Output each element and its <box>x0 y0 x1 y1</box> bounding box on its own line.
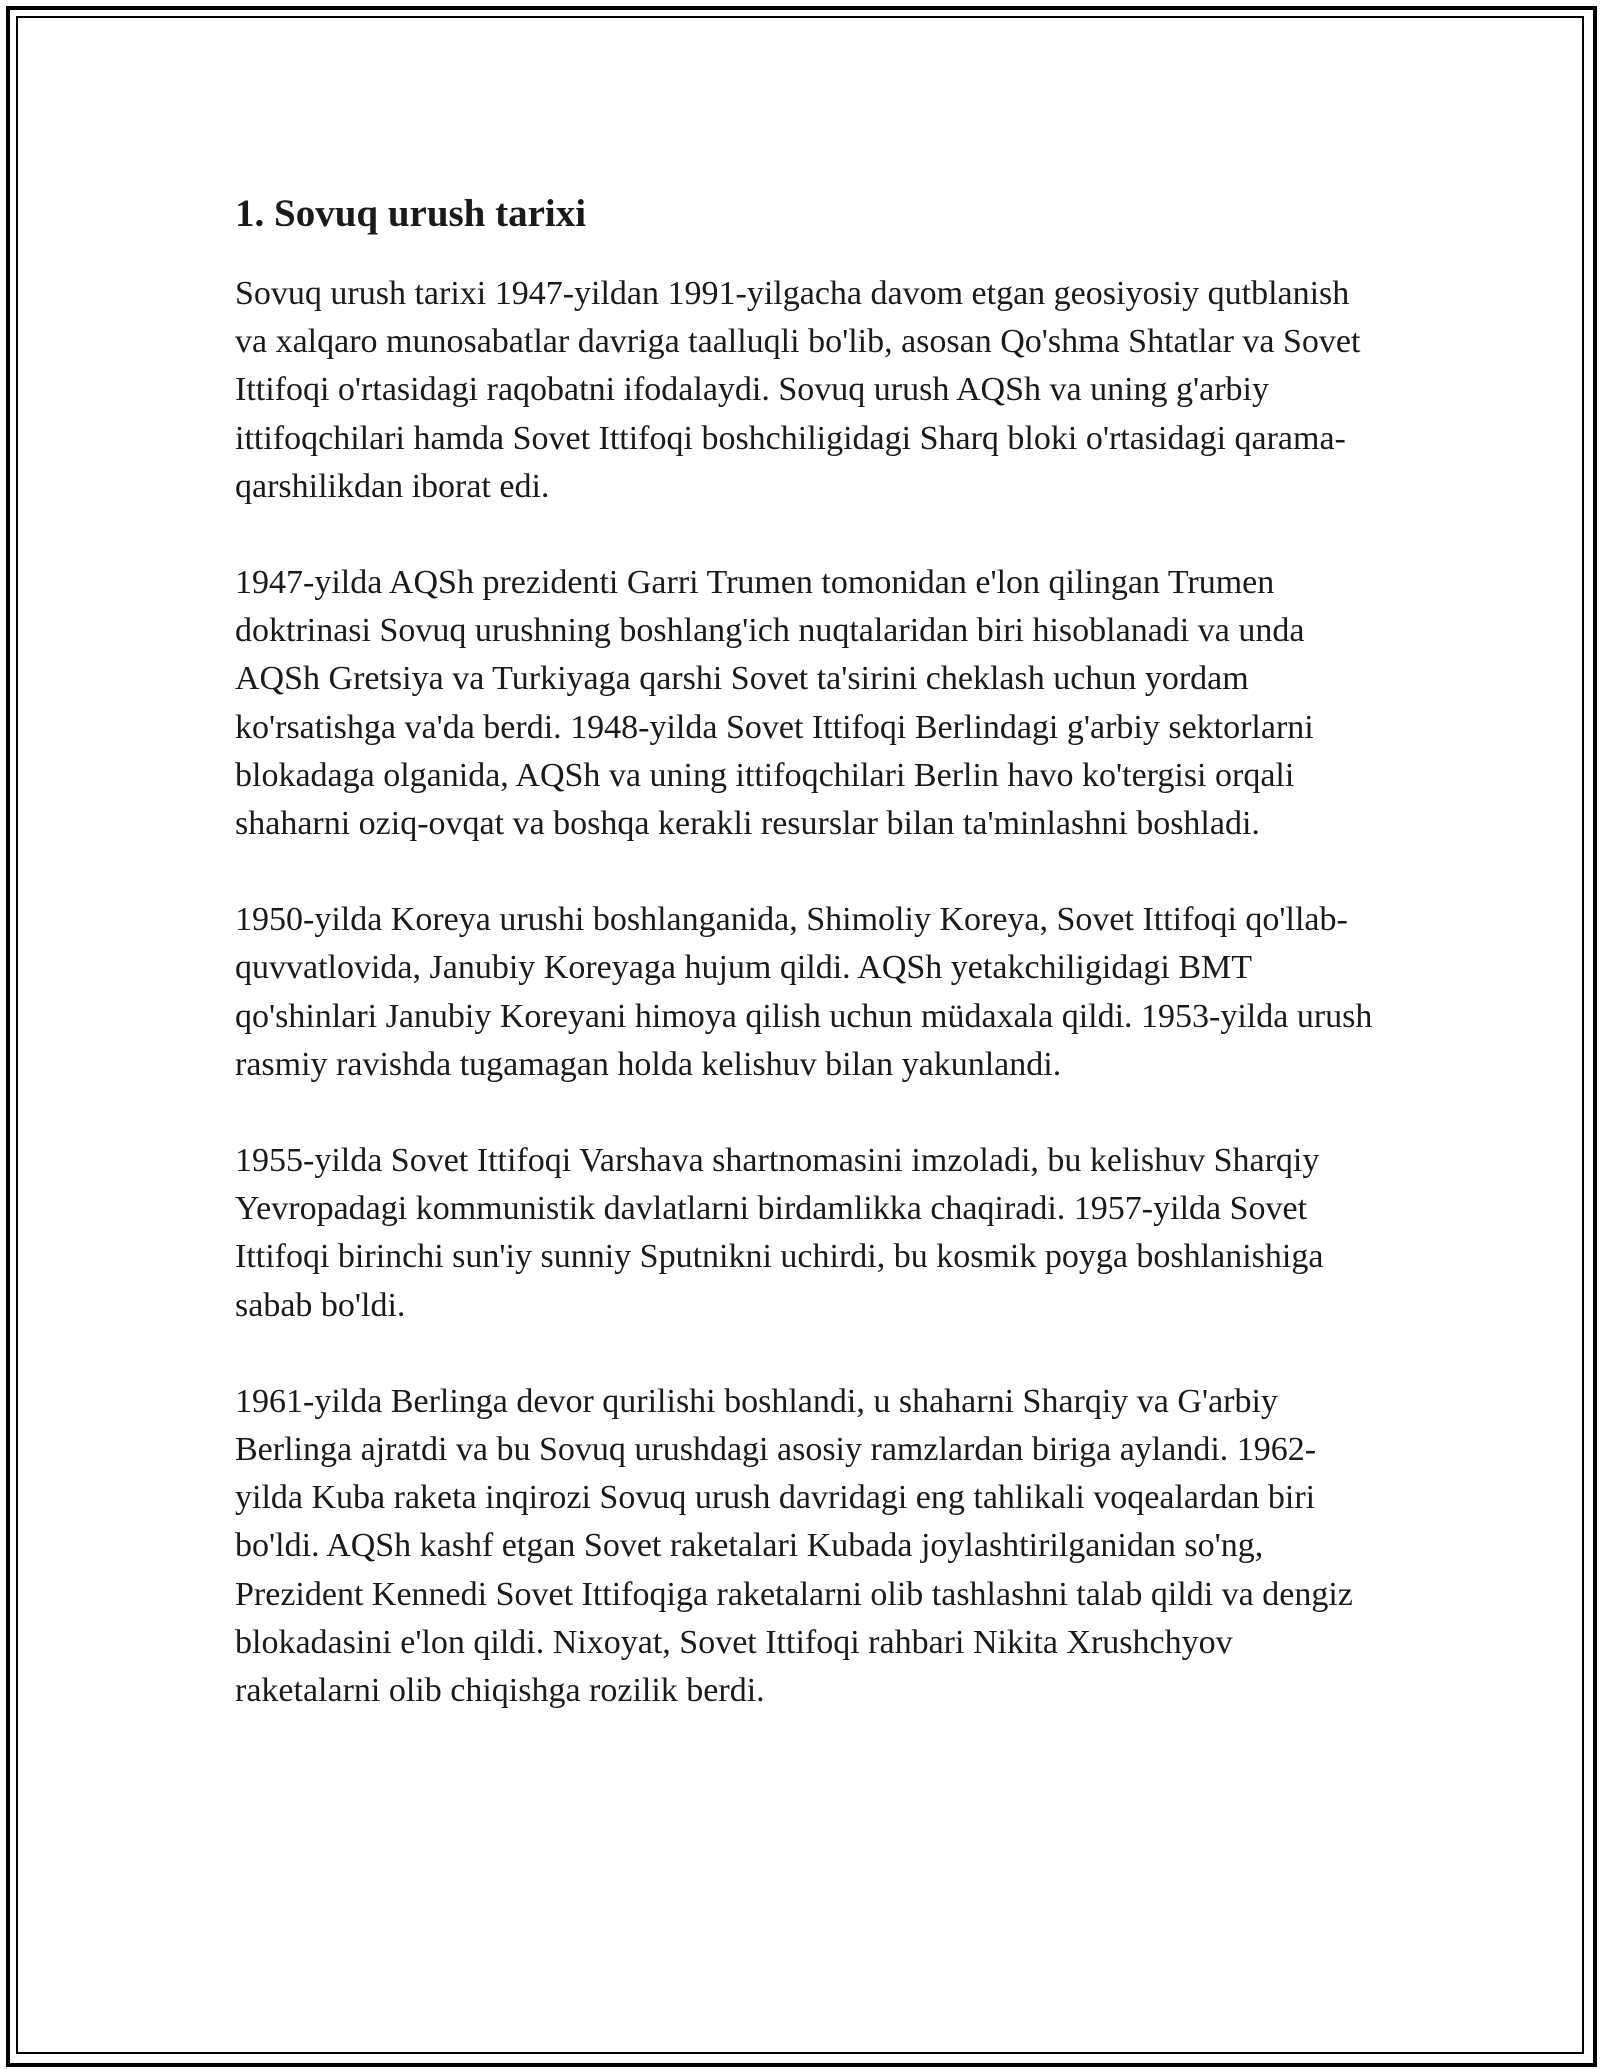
section-heading: 1. Sovuq urush tarixi <box>235 192 587 235</box>
paragraph-warsaw-pact: 1955-yilda Sovet Ittifoqi Varshava shartnomasini imzoladi, bu kelishuv Sharqiy Yevropadagi kommunistik davlatlarni birdamlikka chaqiradi. 1957-yilda Sovet Ittifoqi birinchi sun'iy sunniy Sputnikni uchirdi, bu kosmik poyga boshlanishiga sabab bo'ldi. <box>235 1142 1324 1324</box>
paragraph-intro: Sovuq urush tarixi 1947-yildan 1991-yilgacha davom etgan geosiyosiy qutblanish va xalqaro munosabatlar davriga taalluqli bo'lib, asosan Qo'shma Shtatlar va Sovet Ittifoqi o'rtasidagi raqobatni ifodalaydi. Sovuq urush AQSh va uning g'arbiy ittifoqchilari hamda Sovet Ittifoqi boshchiligidagi Sharq bloki o'rtasidagi qarama-qarshilikdan iborat edi. <box>235 275 1361 505</box>
paragraph-truman-doctrine: 1947-yilda AQSh prezidenti Garri Trumen tomonidan e'lon qilingan Trumen doktrinasi Sovuq urushning boshlang'ich nuqtalaridan biri hisoblanadi va unda AQSh Gretsiya va Turkiyaga qarshi Sovet ta'sirini cheklash uchun yordam ko'rsatishga va'da berdi. 1948-yilda Sovet Ittifoqi Berlindagi g'arbiy sektorlarni blokadaga olganida, AQSh va uning ittifoqchilari Berlin havo ko'tergisi orqali shaharni oziq-ovqat va boshqa kerakli resurslar bilan ta'minlashni boshladi. <box>235 564 1314 843</box>
paragraph-korean-war: 1950-yilda Koreya urushi boshlanganida, Shimoliy Koreya, Sovet Ittifoqi qo'llab-quvvatlovida, Janubiy Koreyaga hujum qildi. AQSh yetakchiligidagi BMT qo'shinlari Janubiy Koreyani himoya qilish uchun müdaxala qildi. 1953-yilda urush rasmiy ravishda tugamagan holda kelishuv bilan yakunlandi. <box>235 901 1373 1083</box>
document-body <box>235 188 1375 1763</box>
paragraph-berlin-wall-cuba: 1961-yilda Berlinga devor qurilishi boshlandi, u shaharni Sharqiy va G'arbiy Berlinga ajratdi va bu Sovuq urushdagi asosiy ramzlardan biriga aylandi. 1962-yilda Kuba raketa inqirozi Sovuq urush davridagi eng tahlikali voqealardan biri bo'ldi. AQSh kashf etgan Sovet raketalari Kubada joylashtirilganidan so'ng, Prezident Kennedi Sovet Ittifoqiga raketalarni olib tashlashni talab qildi va dengiz blokadasini e'lon qildi. Nixoyat, Sovet Ittifoqi rahbari Nikita Xrushchyov raketalarni olib chiqishga rozilik berdi. <box>235 1382 1353 1710</box>
